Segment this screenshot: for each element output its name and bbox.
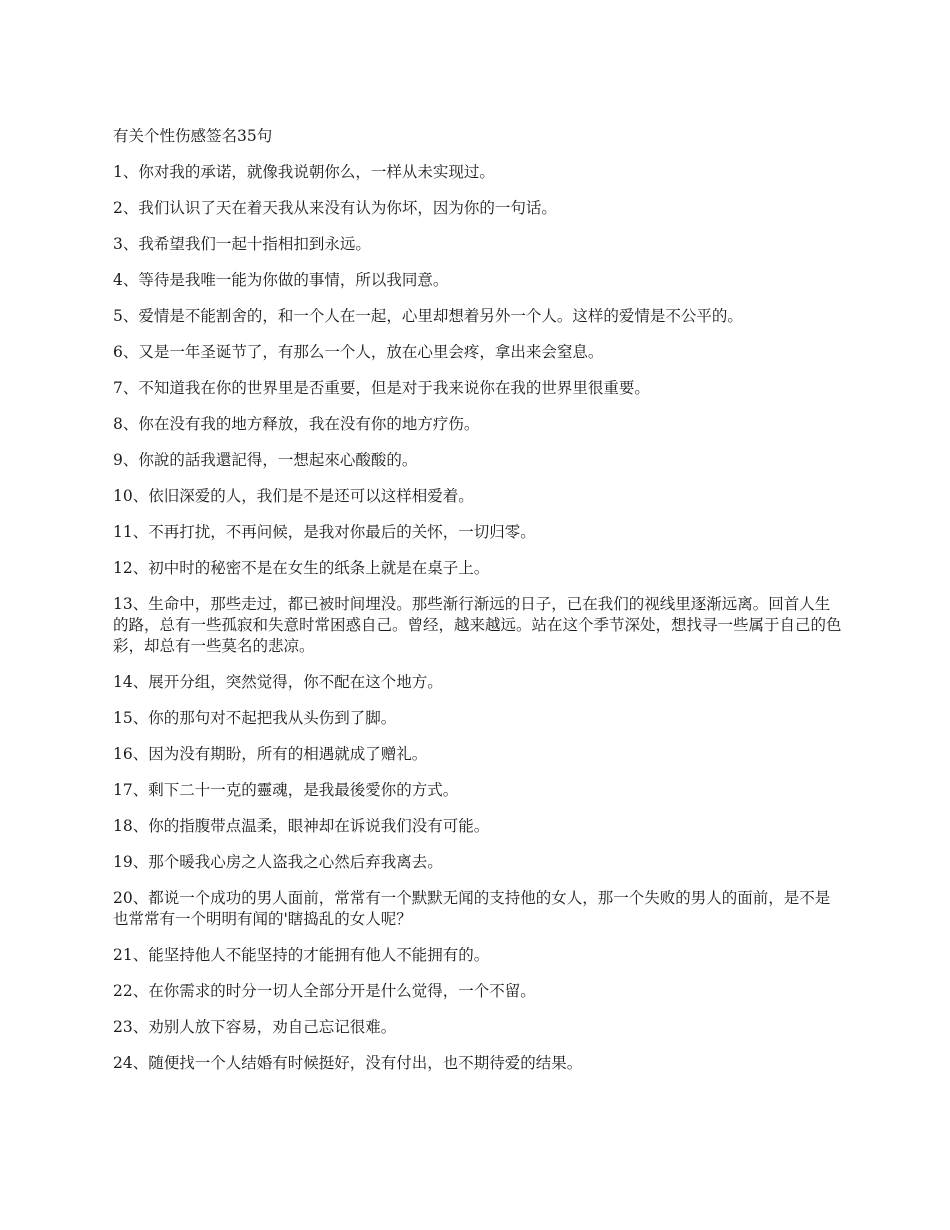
- list-item: 9、你說的話我還記得，一想起來心酸酸的。: [113, 451, 418, 469]
- list-item: 17、剩下二十一克的靈魂，是我最後愛你的方式。: [113, 781, 459, 799]
- list-item: 4、等待是我唯一能为你做的事情，所以我同意。: [113, 271, 449, 289]
- list-item: 15、你的那句对不起把我从头伤到了脚。: [113, 709, 397, 727]
- list-item: 24、随便找一个人结婚有时候挺好，没有付出，也不期待爱的结果。: [113, 1054, 583, 1072]
- list-item: 1、你对我的承诺，就像我说朝你么，一样从未实现过。: [113, 163, 495, 181]
- list-item: 18、你的指腹带点温柔，眼神却在诉说我们没有可能。: [113, 817, 490, 835]
- list-item: 2、我们认识了天在着天我从来没有认为你坏，因为你的一句话。: [113, 199, 557, 217]
- list-item: 6、又是一年圣诞节了，有那么一个人，放在心里会疼，拿出来会窒息。: [113, 343, 604, 361]
- list-item: 16、因为没有期盼，所有的相遇就成了赠礼。: [113, 745, 428, 763]
- list-item: 14、展开分组，突然觉得，你不配在这个地方。: [113, 673, 443, 691]
- signature-list: [113, 162, 843, 1074]
- list-item: 3、我希望我们一起十指相扣到永远。: [113, 235, 371, 253]
- list-item: 20、都说一个成功的男人面前，常常有一个默默无闻的支持他的女人，那一个失败的男人的面前，是不是也常常有一个明明有闻的'瞎捣乱的女人呢？: [113, 889, 831, 928]
- list-item: 22、在你需求的时分一切人全部分开是什么觉得，一个不留。: [113, 982, 536, 1000]
- list-item: 10、依旧深爱的人，我们是不是还可以这样相爱着。: [113, 487, 474, 505]
- list-item: 7、不知道我在你的世界里是否重要，但是对于我来说你在我的世界里很重要。: [113, 379, 650, 397]
- list-item: 23、劝别人放下容易，劝自己忘记很难。: [113, 1018, 397, 1036]
- list-item: 13、生命中，那些走过，都已被时间埋没。那些渐行渐远的日子，已在我们的视线里逐渐远离。回首人生的路，总有一些孤寂和失意时常困惑自己。曾经，越来越远。站在这个季节深处，想找寻一些属于自己的色彩，却总有一些莫名的悲凉。: [113, 595, 842, 655]
- list-item: 21、能坚持他人不能坚持的才能拥有他人不能拥有的。: [113, 946, 490, 964]
- list-item: 11、不再打扰，不再问候，是我对你最后的关怀，一切归零。: [113, 523, 536, 541]
- list-item: 12、初中时的秘密不是在女生的纸条上就是在桌子上。: [113, 559, 490, 577]
- list-item: 19、那个暖我心房之人盗我之心然后弃我离去。: [113, 853, 443, 871]
- document-body: [113, 126, 843, 1089]
- list-item: 8、你在没有我的地方释放，我在没有你的地方疗伤。: [113, 415, 480, 433]
- document-title: 有关个性伤感签名35句: [113, 127, 273, 145]
- list-item: 5、爱情是不能割舍的，和一个人在一起，心里却想着另外一个人。这样的爱情是不公平的。: [113, 307, 743, 325]
